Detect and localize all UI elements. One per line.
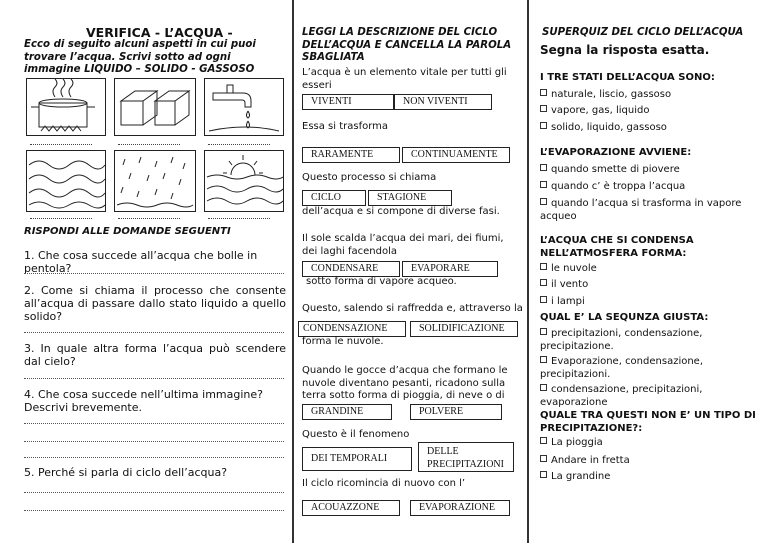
rain-image [114, 150, 196, 212]
quiz-2-option-1[interactable]: quando smette di piovere [540, 164, 760, 177]
question-4: 4. Che cosa succede nell’ultima immagine? Descrivi brevemente. [24, 388, 264, 414]
quiz-3-option-2[interactable]: il vento [540, 279, 760, 292]
quiz-3-option-1[interactable]: le nuvole [540, 263, 760, 276]
answer-line-image-5[interactable] [118, 218, 180, 219]
option-acquazzone[interactable]: ACOUAZZONE [302, 500, 400, 516]
option-dei-temporali[interactable]: DEI TEMPORALI [302, 447, 412, 471]
question-1: 1. Che cosa succede all’acqua che bolle in pentola? [24, 249, 258, 275]
option-non-viventi[interactable]: NON VIVENTI [394, 94, 492, 110]
answer-line-3[interactable] [24, 378, 284, 379]
cycle-text-5: Il sole scalda l’acqua dei mari, dei fiumi, dei laghi facendola [302, 233, 504, 257]
question-2: 2. Come si chiama il processo che consente all’acqua di passare dallo stato liquido a quello solido? [24, 284, 286, 323]
checkbox-icon[interactable] [540, 181, 547, 188]
answer-line-5b[interactable] [24, 510, 284, 511]
option-viventi[interactable]: VIVENTI [302, 94, 394, 110]
cycle-heading: LEGGI LA DESCRIZIONE DEL CICLO DELL’ACQUA E CANCELLA LA PAROLA SBAGLIATA [302, 27, 512, 63]
question-3: 3. In quale altra forma l’acqua può scendere dal cielo? [24, 342, 286, 368]
checkbox-icon[interactable] [540, 384, 547, 391]
column-divider-left [292, 0, 294, 543]
questions-heading: RISPONDI ALLE DOMANDE SEGUENTI [24, 226, 231, 237]
answer-line-image-1[interactable] [30, 144, 92, 145]
checkbox-icon[interactable] [540, 437, 547, 444]
intro-instructions: Ecco di seguito alcuni aspetti in cui puoi trovare l’acqua. Scrivi sotto ad ogni immagine LIQUIDO – SOLIDO - GASSOSO [24, 39, 256, 75]
answer-line-4c[interactable] [24, 457, 284, 458]
checkbox-icon[interactable] [540, 89, 547, 96]
quiz-1-option-1[interactable]: naturale, liscio, gassoso [540, 89, 760, 102]
answer-line-image-4[interactable] [30, 218, 92, 219]
answer-line-1[interactable] [24, 273, 284, 274]
checkbox-icon[interactable] [540, 279, 547, 286]
answer-line-4a[interactable] [24, 423, 284, 424]
checkbox-icon[interactable] [540, 164, 547, 171]
option-continuamente[interactable]: CONTINUAMENTE [402, 147, 510, 163]
option-polvere[interactable]: POLVERE [410, 404, 502, 420]
quiz-3-option-3[interactable]: i lampi [540, 296, 760, 309]
option-stagione[interactable]: STAGIONE [368, 190, 452, 206]
superquiz-heading: SUPERQUIZ DEL CICLO DELL’ACQUA [542, 27, 744, 38]
answer-line-image-3[interactable] [208, 144, 270, 145]
quiz-4-option-3[interactable]: condensazione, precipitazioni, evaporazione [540, 384, 703, 408]
cycle-text-9: Quando le gocce d’acqua che formano le nuvole diventano pesanti, ricadono sulla terra sotto forma di pioggia, di neve o di [302, 365, 508, 401]
quiz-5-option-1[interactable]: La pioggia [540, 437, 760, 450]
checkbox-icon[interactable] [540, 263, 547, 270]
option-evaporazione[interactable]: EVAPORAZIONE [410, 500, 510, 516]
sun-over-sea-image [204, 150, 284, 212]
cycle-text-2: Essa si trasforma [302, 121, 389, 132]
option-condensare[interactable]: CONDENSARE [302, 261, 400, 277]
column-divider-right [527, 0, 529, 543]
option-raramente[interactable]: RARAMENTE [302, 147, 400, 163]
answer-line-5a[interactable] [24, 492, 284, 493]
cycle-text-7: Questo, salendo si raffredda e, attraverso la [302, 303, 523, 314]
checkbox-icon[interactable] [540, 122, 547, 129]
quiz-question-1: I TRE STATI DELL’ACQUA SONO: [540, 72, 715, 83]
answer-line-image-6[interactable] [208, 218, 270, 219]
quiz-4-option-2[interactable]: Evaporazione, condensazione, precipitazioni. [540, 356, 704, 380]
waves-image [26, 150, 106, 212]
checkbox-icon[interactable] [540, 296, 547, 303]
cycle-text-11: Il ciclo ricomincia di nuovo con l’ [302, 478, 466, 489]
checkbox-icon[interactable] [540, 455, 547, 462]
quiz-question-5: QUALE TRA QUESTI NON E’ UN TIPO DI PRECIPITAZIONE?: [540, 410, 756, 434]
worksheet-title: VERIFICA - L’ACQUA - [86, 25, 233, 40]
option-delle-precipitazioni[interactable]: DELLE PRECIPITAZIONI [418, 442, 514, 472]
answer-line-2[interactable] [24, 332, 284, 333]
quiz-4-option-1[interactable]: precipitazioni, condensazione, precipitazione. [540, 328, 703, 352]
checkbox-icon[interactable] [540, 471, 547, 478]
superquiz-instructions: Segna la risposta esatta. [540, 43, 710, 57]
quiz-1-option-3[interactable]: solido, liquido, gassoso [540, 122, 760, 135]
option-condensazione[interactable]: CONDENSAZIONE [298, 321, 406, 337]
quiz-5-option-2[interactable]: Andare in fretta [540, 455, 760, 468]
checkbox-icon[interactable] [540, 198, 547, 205]
boiling-pot-image [26, 78, 106, 136]
question-5: 5. Perché si parla di ciclo dell’acqua? [24, 466, 228, 479]
option-grandine[interactable]: GRANDINE [302, 404, 392, 420]
answer-line-image-2[interactable] [118, 144, 180, 145]
quiz-question-4: QUAL E’ LA SEQUNZA GIUSTA: [540, 312, 709, 323]
cycle-text-8: forma le nuvole. [302, 336, 384, 347]
quiz-2-option-3[interactable]: quando l’acqua si trasforma in vapore acqueo [540, 198, 742, 222]
answer-line-4b[interactable] [24, 441, 284, 442]
cycle-text-10: Questo è il fenomeno [302, 429, 410, 440]
ice-cubes-image [114, 78, 196, 136]
cycle-text-4: dell’acqua e si compone di diverse fasi. [302, 206, 500, 217]
checkbox-icon[interactable] [540, 328, 547, 335]
quiz-2-option-2[interactable]: quando c’ è troppa l’acqua [540, 181, 760, 194]
quiz-question-2: L’EVAPORAZIONE AVVIENE: [540, 147, 692, 158]
cycle-text-6: sotto forma di vapore acqueo. [306, 276, 457, 287]
quiz-5-option-3[interactable]: La grandine [540, 471, 760, 484]
option-ciclo[interactable]: CICLO [302, 190, 366, 206]
quiz-question-3: L’ACQUA CHE SI CONDENSA NELL’ATMOSFERA FORMA: [540, 235, 694, 259]
checkbox-icon[interactable] [540, 105, 547, 112]
dripping-tap-image [204, 78, 284, 136]
quiz-1-option-2[interactable]: vapore, gas, liquido [540, 105, 760, 118]
option-solidificazione[interactable]: SOLIDIFICAZIONE [410, 321, 518, 337]
option-evaporare[interactable]: EVAPORARE [402, 261, 498, 277]
cycle-text-1: L’acqua è un elemento vitale per tutti gli esseri [302, 67, 507, 91]
checkbox-icon[interactable] [540, 356, 547, 363]
cycle-text-3: Questo processo si chiama [302, 172, 437, 183]
